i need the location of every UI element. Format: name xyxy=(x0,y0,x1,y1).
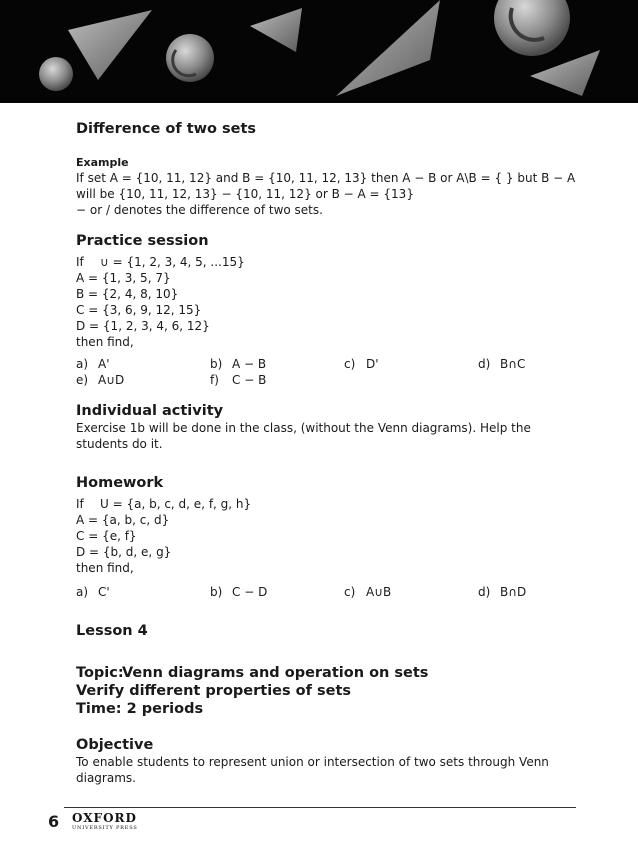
example-line: If set A = {10, 11, 12} and B = {10, 11, 12, 13} then A − B or A\B = { } but B − A xyxy=(76,171,576,185)
topic-text: Venn diagrams and operation on sets xyxy=(122,665,429,681)
question-option: b) C − D xyxy=(210,585,268,599)
page-number: 6 xyxy=(48,812,60,831)
if-label: If xyxy=(76,497,84,511)
triangle-shape xyxy=(250,8,302,52)
decorative-shapes xyxy=(0,0,638,103)
topic-text: Verify different properties of sets xyxy=(76,683,352,699)
objective-text: diagrams. xyxy=(76,771,136,785)
set-definition: A = {a, b, c, d} xyxy=(76,513,170,527)
then-find-text: then find, xyxy=(76,335,134,349)
homework-sets xyxy=(76,496,576,560)
then-find-text: then find, xyxy=(76,561,134,575)
triangle-shape xyxy=(336,0,440,96)
homework-options xyxy=(76,584,576,600)
set-definition: B = {2, 4, 8, 10} xyxy=(76,287,179,301)
section-heading-difference: Difference of two sets xyxy=(76,121,257,137)
individual-text: students do it. xyxy=(76,437,163,451)
sphere-shape xyxy=(39,57,73,91)
set-definition: A = {1, 3, 5, 7} xyxy=(76,271,171,285)
set-definition: C = {e, f} xyxy=(76,529,137,543)
set-definition: ∪ = {1, 2, 3, 4, 5, ...15} xyxy=(100,255,245,269)
publisher-logo xyxy=(72,812,138,832)
question-option: f) C − B xyxy=(210,373,267,387)
question-option: d) B∩D xyxy=(478,585,527,599)
question-option: c) A∪B xyxy=(344,585,392,599)
set-definition: C = {3, 6, 9, 12, 15} xyxy=(76,303,202,317)
page-content xyxy=(76,120,576,786)
question-option: d) B∩C xyxy=(478,357,526,371)
section-heading-objective: Objective xyxy=(76,737,154,753)
lesson-heading: Lesson 4 xyxy=(76,623,148,639)
topic-label: Topic: xyxy=(76,665,124,681)
section-heading-practice: Practice session xyxy=(76,233,209,249)
set-definition: U = {a, b, c, d, e, f, g, h} xyxy=(100,497,252,511)
set-definition: D = {b, d, e, g} xyxy=(76,545,172,559)
practice-sets xyxy=(76,254,576,334)
individual-text: Exercise 1b will be done in the class, (without the Venn diagrams). Help the xyxy=(76,421,531,435)
if-label: If xyxy=(76,255,84,269)
publisher-subtitle: UNIVERSITY PRESS xyxy=(72,825,138,831)
set-definition: D = {1, 2, 3, 4, 6, 12} xyxy=(76,319,210,333)
triangle-shape xyxy=(68,10,152,80)
header-banner xyxy=(0,0,638,103)
practice-options xyxy=(76,356,576,388)
example-line: will be {10, 11, 12, 13} − {10, 11, 12} or B − A = {13} xyxy=(76,187,414,201)
section-heading-individual: Individual activity xyxy=(76,403,224,419)
question-option: a) C' xyxy=(76,585,110,599)
lesson-topic xyxy=(76,664,576,718)
example-label: Example xyxy=(76,156,129,169)
example-line: − or / denotes the difference of two sets. xyxy=(76,203,323,217)
sphere-shape xyxy=(494,0,570,56)
lesson-time: Time: 2 periods xyxy=(76,701,204,717)
publisher-name: OXFORD xyxy=(72,811,137,825)
section-heading-homework: Homework xyxy=(76,475,164,491)
objective-text: To enable students to represent union or intersection of two sets through Venn xyxy=(76,755,549,769)
question-option: c) D' xyxy=(344,357,379,371)
question-option: a) A' xyxy=(76,357,110,371)
question-option: e) A∪D xyxy=(76,373,125,387)
question-option: b) A − B xyxy=(210,357,267,371)
triangle-shape xyxy=(530,50,600,96)
footer-divider xyxy=(64,807,576,808)
